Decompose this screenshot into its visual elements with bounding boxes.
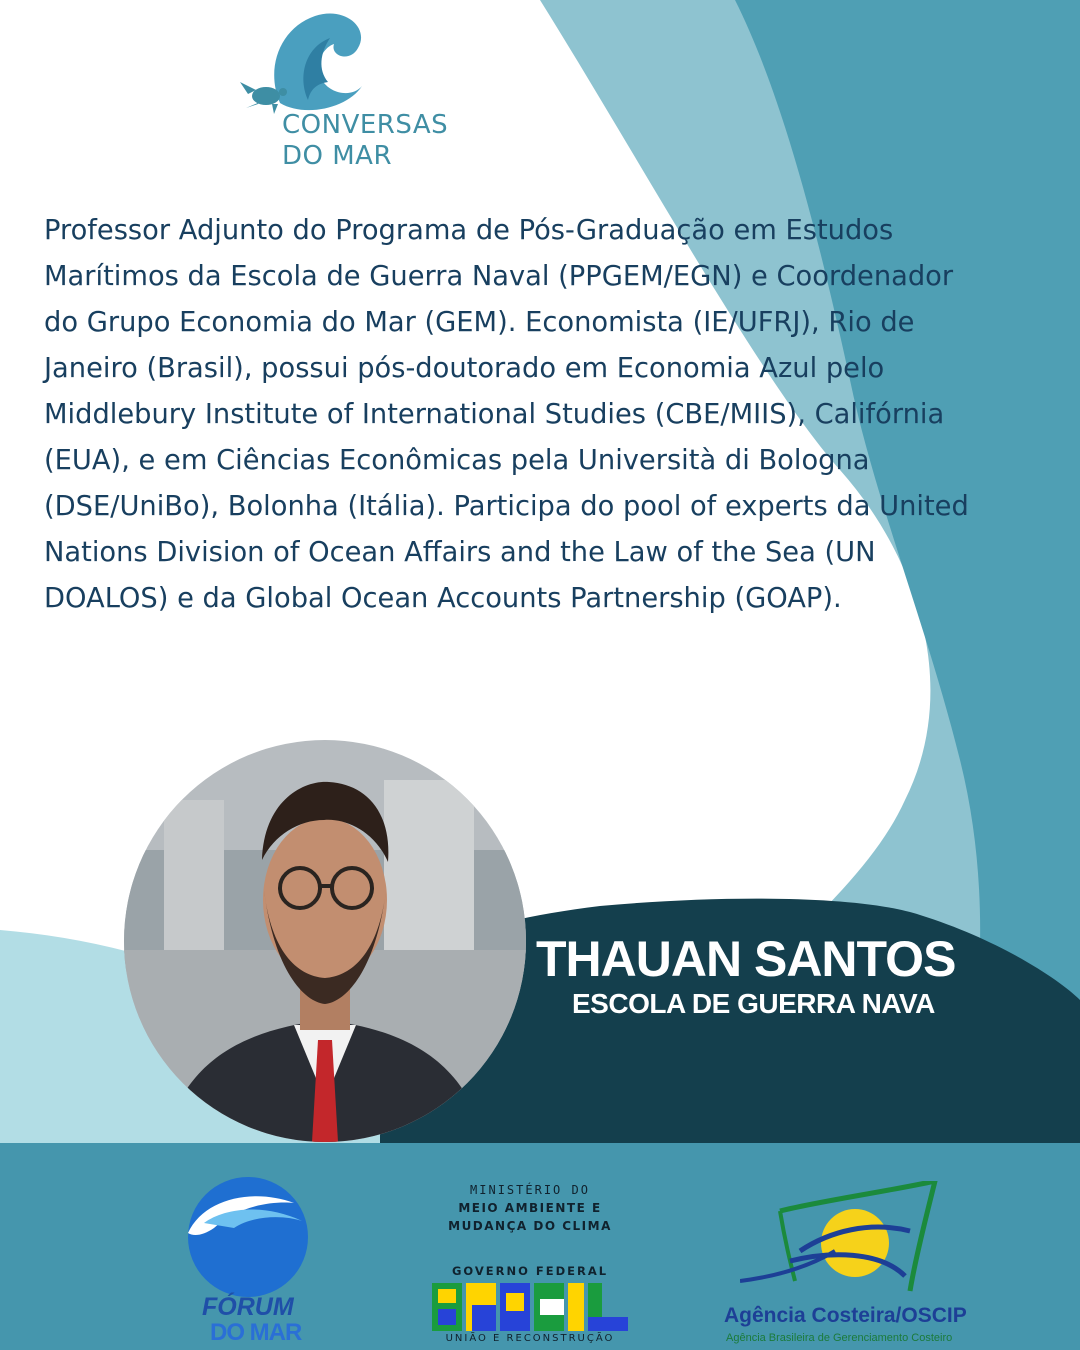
speaker-photo: [124, 740, 526, 1142]
ministry-line-3: MUDANÇA DO CLIMA: [448, 1219, 612, 1233]
brasil-wordmark-logo: [432, 1283, 628, 1331]
wave-turtle-icon: [230, 8, 430, 118]
forum-line-2: DO MAR: [210, 1319, 302, 1346]
logo-line-1: CONVERSAS: [282, 110, 449, 140]
conversas-do-mar-logo: [230, 8, 449, 178]
governo-federal-label: GOVERNO FEDERAL: [451, 1264, 609, 1278]
forum-line-1: FÓRUM: [202, 1293, 294, 1321]
agency-subtitle: Agência Brasileira de Gerenciamento Costeiro: [726, 1332, 953, 1344]
uniao-tagline: UNIÃO E RECONSTRUÇÃO: [445, 1333, 615, 1344]
ministry-text: [430, 1181, 630, 1235]
forum-do-mar-logo: [184, 1173, 314, 1350]
ministry-line-2: MEIO AMBIENTE E: [458, 1201, 602, 1215]
speaker-bio: Professor Adjunto do Programa de Pós-Graduação em Estudos Marítimos da Escola de Guerra Naval (PPGEM/EGN) e Coordenador do Grupo Economia do Mar (GEM). Economista (IE/UFRJ), Rio de Janeiro (Brasil), possui pós-doutorado em Economia Azul pelo Middlebury Institute of International Studies (CBE/MIIS), Califórnia (EUA), e em Ciências Econômicas pela Università di Bologna (DSE/UniBo), Bolonha (Itália). Participa do pool of experts da United Nations Division of Ocean Affairs and the Law of the Sea (UN DOALOS) e da Global Ocean Accounts Partnership (GOAP).: [44, 215, 969, 614]
logo-line-2: DO MAR: [282, 141, 393, 171]
speaker-affiliation: ESCOLA DE GUERRA NAVA: [572, 988, 935, 1019]
agency-name: Agência Costeira/OSCIP: [724, 1304, 967, 1327]
coastline-emblem-icon: [740, 1181, 940, 1301]
ministry-line-1: MINISTÉRIO DO: [470, 1183, 590, 1197]
globe-icon: [184, 1173, 314, 1298]
agencia-costeira-logo: [724, 1181, 980, 1350]
speaker-name: THAUAN SANTOS: [536, 931, 956, 987]
footer-logos: [0, 1143, 1080, 1350]
